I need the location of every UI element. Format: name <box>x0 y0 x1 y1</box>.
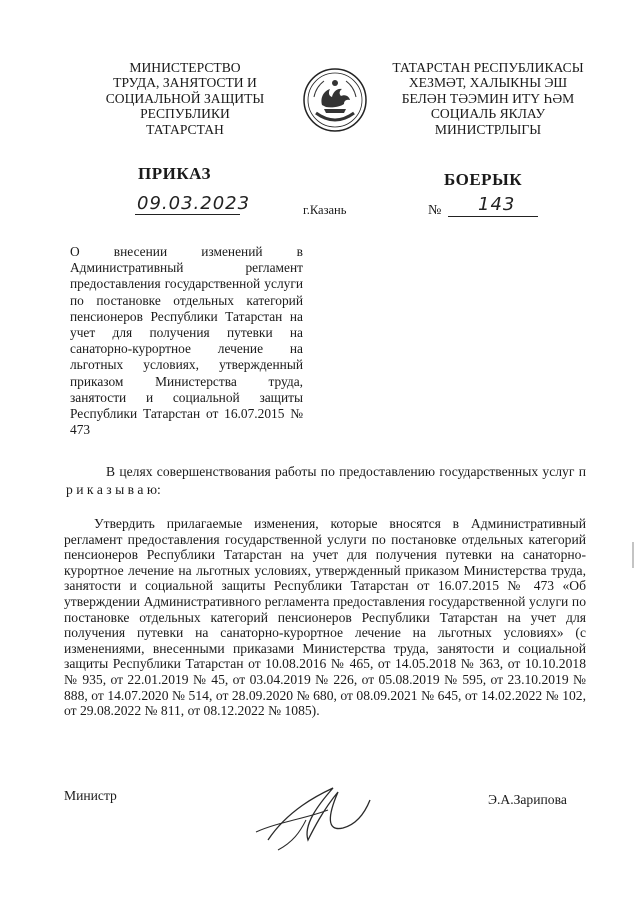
number-underline <box>448 216 538 217</box>
header-line: МИНИСТРЛЫГЫ <box>434 121 542 137</box>
order-number: 143 <box>478 194 516 215</box>
header-line: ТРУДА, ЗАНЯТОСТИ И <box>113 75 257 91</box>
header-line: БЕЛӘН ТӘЭМИН ИТҮ ҺӘМ <box>401 90 575 106</box>
header-line: ТАТАРСТАН РЕСПУБЛИКАСЫ <box>392 60 584 75</box>
margin-mark <box>628 540 638 570</box>
header-line: СОЦИАЛЬ ЯКЛАУ <box>430 106 546 122</box>
header-line: МИНИСТЕРСТВО <box>129 60 241 75</box>
ministry-name-ru <box>80 60 290 137</box>
handwritten-signature <box>248 770 378 860</box>
order-body: Утвердить прилагаемые изменения, которые вносятся в Административный регламент предоставления государственной услуги по постановке отдельных категорий пенсионеров Республики Татарстан на учет для получения путевки на санаторно-курортное лечение на льготных условиях, утвержденный приказом Министерства труда, занятости и социальной защиты Республики Татарстан от 16.07.2015 № 473 «Об утверждении Административного регламента предоставления государственной услуги по постановке отдельных категорий пенсионеров Республики Татарстан на учет для получения путевки на санаторно-курортное лечение на льготных условиях» (с изменениями, внесенными приказами Министерства труда, занятости и социальной защиты Республики Татарстан от 10.08.2016 № 465, от 14.05.2018 № 363, от 10.10.2018 № 935, от 22.01.2019 № 45, от 03.04.2019 № 226, от 05.08.2019 № 595, от 23.10.2019 № 888, от 14.07.2020 № 514, от 28.09.2020 № 680, от 08.09.2021 № 645, от 14.02.2022 № 102, от 29.08.2022 № 811, от 08.12.2022 № 1085). <box>64 516 586 719</box>
header-line: ХЕЗМӘТ, ХАЛЫКНЫ ЭШ <box>408 75 568 91</box>
signatory-name: Э.А.Зарипова <box>488 792 567 807</box>
order-title-tt: БОЕРЫК <box>444 170 523 189</box>
order-city: г.Казань <box>303 203 347 217</box>
order-subject: О внесении изменений в Административный регламент предоставления государственной услуги по постановке отдельных категорий пенсионеров Республики Татарстан на учет для получения путевки на санаторно-курортное лечение на льготных условиях, утвержденный приказом Министерства труда, занятости и социальной защиты Республики Татарстан от 16.07.2015 № 473 <box>70 244 303 438</box>
ministry-name-tt <box>378 60 598 137</box>
order-date: 09.03.2023 <box>137 193 251 214</box>
order-title-ru: ПРИКАЗ <box>138 164 211 183</box>
header-line: РЕСПУБЛИКИ <box>140 106 230 122</box>
number-sign: № <box>428 203 442 218</box>
tatarstan-coat-of-arms-icon <box>302 67 368 133</box>
date-underline <box>135 214 240 215</box>
header-line: ТАТАРСТАН <box>146 121 224 137</box>
signatory-title: Министр <box>64 788 117 803</box>
order-preamble: В целях совершенствования работы по предоставлению государственных услуг п р и к а з ы в а ю: <box>66 464 586 497</box>
header-line: СОЦИАЛЬНОЙ ЗАЩИТЫ <box>105 90 265 106</box>
